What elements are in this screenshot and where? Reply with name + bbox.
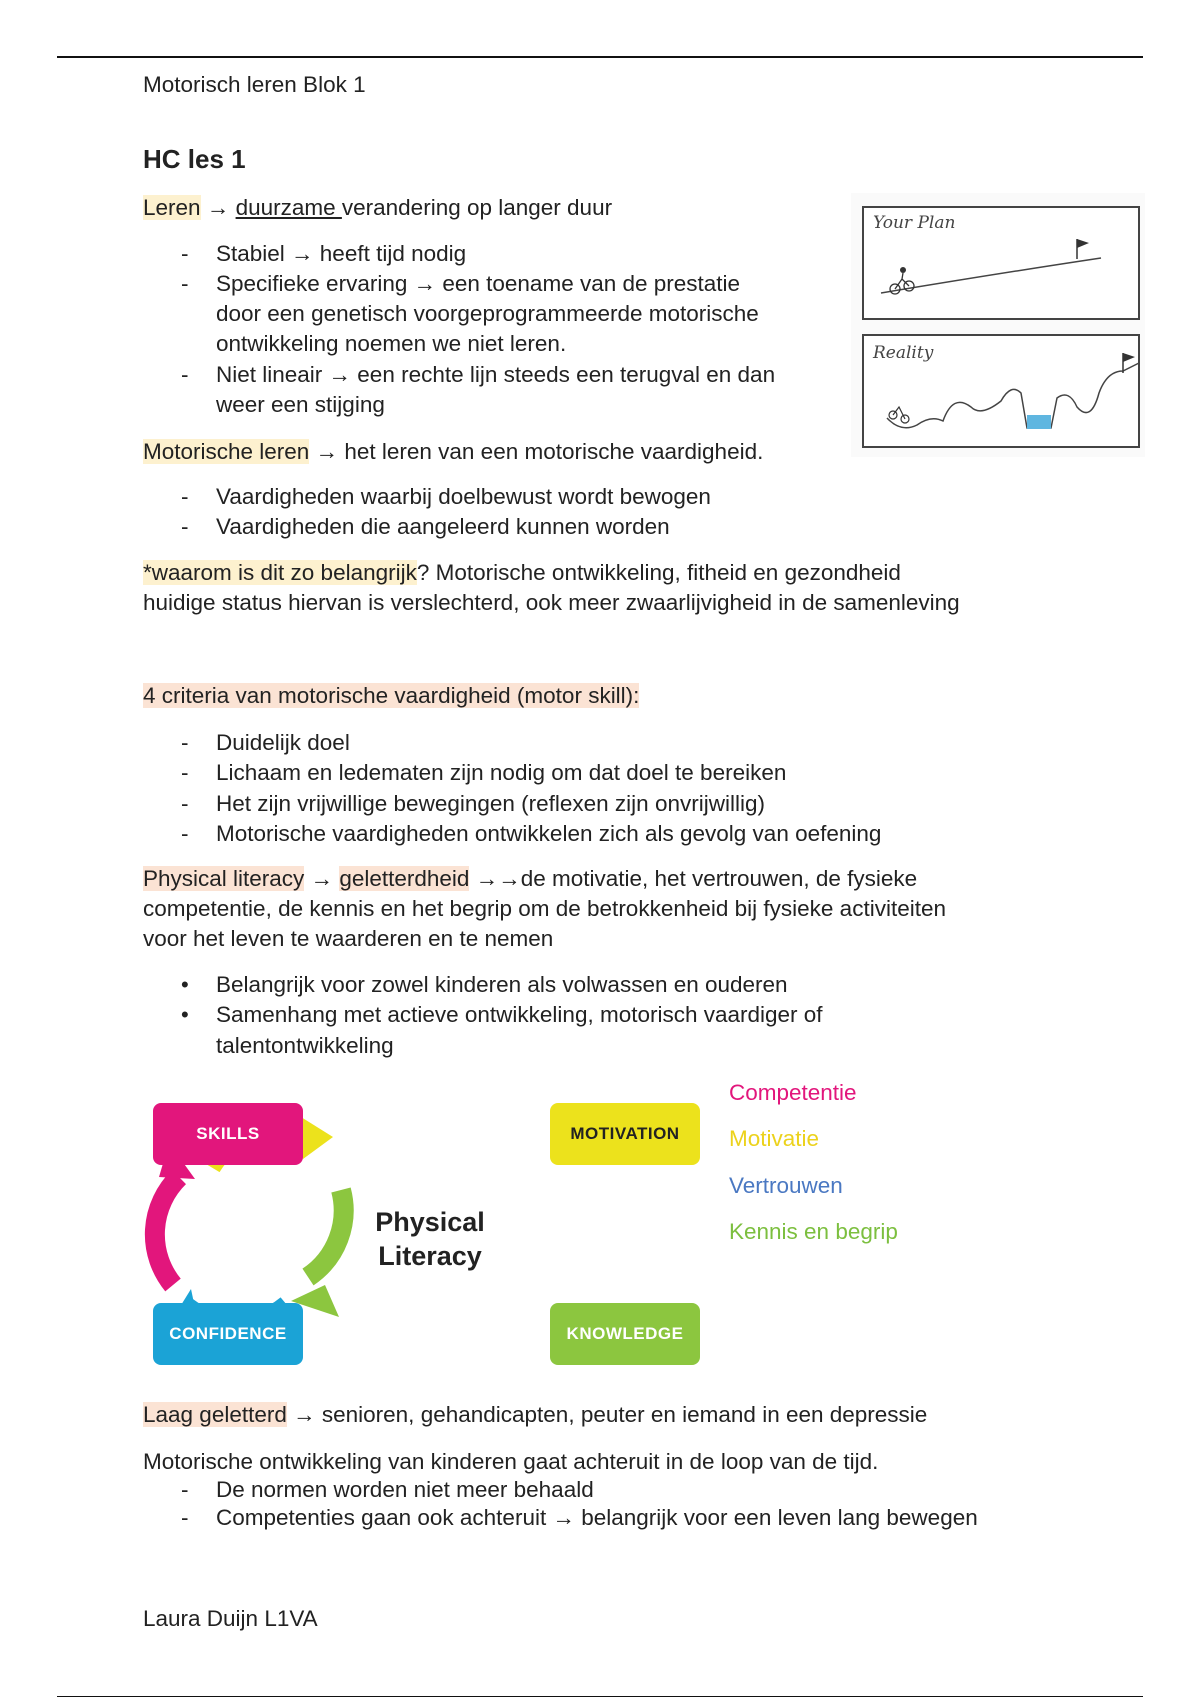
physical-arrow: →	[304, 866, 340, 891]
physical-line-3: voor het leven te waarderen en te nemen	[143, 926, 554, 951]
list-item: Competenties gaan ook achteruit → belangrijk voor een leven lang bewegen	[216, 1505, 978, 1530]
plan-vs-reality-sketch	[851, 193, 1145, 457]
footer-author: Laura Duijn L1VA	[143, 1606, 318, 1631]
physical-line-1	[143, 864, 917, 894]
waarom-rest: ? Motorische ontwikkeling, fitheid en gezondheid	[416, 560, 901, 585]
list-item: Belangrijk voor zowel kinderen als volwassen en ouderen	[216, 972, 788, 997]
laag-line	[143, 1400, 927, 1430]
physical-rest: →→de motivatie, het vertrouwen, de fysieke	[469, 866, 918, 891]
arrow-pink	[155, 1177, 179, 1285]
dash-bullet: -	[181, 514, 189, 539]
dash-bullet: -	[181, 241, 189, 266]
center-line-1: Physical	[375, 1207, 485, 1237]
geletterdheid-term: geletterdheid	[339, 866, 470, 891]
water-pit	[1027, 415, 1051, 429]
dash-bullet: -	[181, 1477, 189, 1502]
waarom-term: *waarom is dit zo belangrijk	[143, 560, 417, 585]
dash-bullet: -	[181, 1505, 189, 1530]
motorisch-definition	[143, 437, 763, 467]
leren-underlined: duurzame	[235, 195, 342, 220]
dash-bullet: -	[181, 730, 189, 755]
page-title: HC les 1	[143, 144, 246, 174]
leren-def: verandering op langer duur	[341, 195, 613, 220]
list-item: De normen worden niet meer behaald	[216, 1477, 594, 1502]
leren-arrow: →	[206, 195, 230, 220]
arrow-green	[308, 1190, 344, 1277]
dash-bullet: -	[181, 760, 189, 785]
reality-label: Reality	[873, 343, 934, 363]
document-header: Motorisch leren Blok 1	[143, 72, 366, 97]
bullet-dot: •	[181, 972, 189, 997]
diagram-center-label	[345, 1205, 515, 1273]
list-item: Stabiel → heeft tijd nodig	[216, 241, 467, 266]
legend-competentie: Competentie	[729, 1080, 857, 1105]
ontwikkeling-line: Motorische ontwikkeling van kinderen gaat achteruit in de loop van de tijd.	[143, 1449, 879, 1474]
bullet-dot: •	[181, 1002, 189, 1027]
legend-motivatie: Motivatie	[729, 1126, 820, 1151]
criteria-title	[143, 681, 639, 711]
list-item: Specifieke ervaring → een toename van de prestatie	[216, 271, 741, 296]
list-item: Vaardigheden waarbij doelbewust wordt bewogen	[216, 484, 711, 509]
confidence-box: CONFIDENCE	[153, 1303, 303, 1365]
motorisch-term: Motorische leren	[143, 439, 310, 464]
motivation-box: MOTIVATION	[550, 1103, 700, 1165]
waarom-line-1	[143, 558, 901, 588]
list-item: Motorische vaardigheden ontwikkelen zich als gevolg van oefening	[216, 821, 882, 846]
dash-bullet: -	[181, 484, 189, 509]
center-line-2: Literacy	[378, 1241, 482, 1271]
list-item: talentontwikkeling	[216, 1033, 394, 1058]
arrow-yellow-head	[301, 1117, 333, 1159]
top-rule	[57, 56, 1143, 58]
leren-term: Leren	[143, 195, 201, 220]
list-item: door een genetisch voorgeprogrammeerde motorische	[216, 301, 759, 326]
list-item: Niet lineair → een rechte lijn steeds een terugval en dan	[216, 362, 776, 387]
dash-bullet: -	[181, 791, 189, 816]
knowledge-box: KNOWLEDGE	[550, 1303, 700, 1365]
criteria-title-text: 4 criteria van motorische vaardigheid (motor skill):	[143, 683, 640, 708]
waarom-line-2: huidige status hiervan is verslechterd, ook meer zwaarlijvigheid in de samenleving	[143, 590, 960, 615]
list-item: weer een stijging	[216, 392, 385, 417]
dash-bullet: -	[181, 362, 189, 387]
legend-vertrouwen: Vertrouwen	[729, 1173, 843, 1198]
list-item: Samenhang met actieve ontwikkeling, motorisch vaardiger of	[216, 1002, 823, 1027]
list-item: Lichaam en ledematen zijn nodig om dat doel te bereiken	[216, 760, 787, 785]
physical-term: Physical literacy	[143, 866, 305, 891]
list-item: Het zijn vrijwillige bewegingen (reflexen zijn onvrijwillig)	[216, 791, 765, 816]
list-item: ontwikkeling noemen we niet leren.	[216, 331, 567, 356]
bottom-rule	[57, 1696, 1143, 1697]
laag-rest: → senioren, gehandicapten, peuter en iemand in een depressie	[286, 1402, 928, 1427]
laag-term: Laag geletterd	[143, 1402, 287, 1427]
list-item: Duidelijk doel	[216, 730, 350, 755]
motorisch-def: → het leren van een motorische vaardigheid.	[315, 439, 764, 464]
plan-label: Your Plan	[873, 213, 956, 233]
legend-kennis: Kennis en begrip	[729, 1219, 898, 1244]
physical-line-2: competentie, de kennis en het begrip om de betrokkenheid bij fysieke activiteiten	[143, 896, 946, 921]
skills-box: SKILLS	[153, 1103, 303, 1165]
leren-definition	[143, 193, 612, 223]
list-item: Vaardigheden die aangeleerd kunnen worden	[216, 514, 670, 539]
dash-bullet: -	[181, 821, 189, 846]
dash-bullet: -	[181, 271, 189, 296]
